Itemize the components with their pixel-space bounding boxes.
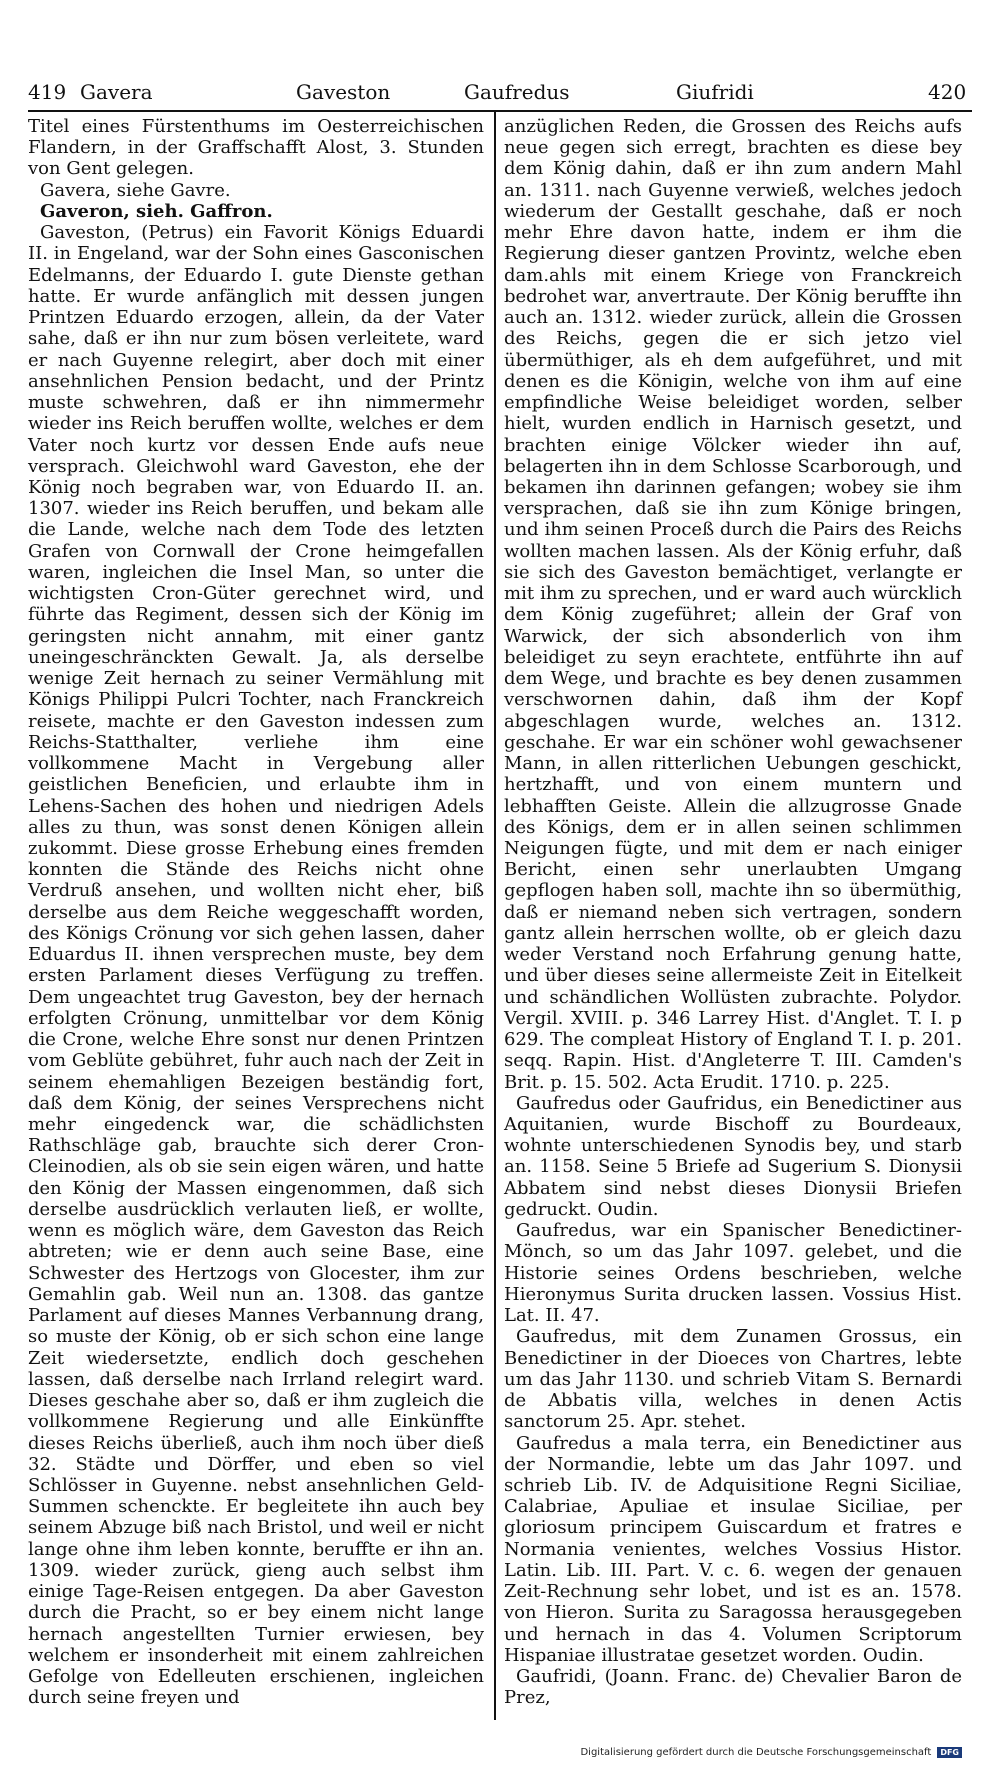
- entry-heading: [28, 201, 484, 222]
- entry-text: Gaufredus, war ein Spanischer Benedictiner-Mönch, so um das Jahr 1097. gelebet, und die Historie seines Ordens beschrieben, welche Hieronymus Surita drucken lassen. Vossius Hist. Lat. II. 47.: [504, 1220, 962, 1327]
- digitization-footer: [580, 1747, 962, 1758]
- entry-text: anzüglichen Reden, die Grossen des Reichs aufs neue gegen sich erregt, brachten es diese bey dem König dahin, daß er ihn zum andern Mahl an. 1311. nach Guyenne verwieß, welches jedoch wiederum der Gestallt geschahe, daß er noch mehr Ehre davon hatte, indem er ihm die Regierung dieser gantzen Provintz, welche eben dam.ahls mit einem Kriege von Franckreich bedrohet war, anvertraute. Der König beruffte ihn auch an. 1312. wieder zurück, allein die Grossen des Reichs, gegen die er sich jetzo viel übermüthiger, als eh dem aufgeführet, und mit denen es die Königin, welche von ihm auf eine empfindliche Weise beleidiget worden, selber hielt, wurden endlich in Harnisch gesetzt, und brachten einige Völcker wieder ihn auf, belagerten ihn in dem Schlosse Scarborough, und bekamen ihn darinnen gefangen; wobey sie ihm versprachen, daß sie ihn zum Könige bringen, und ihm seinen Proceß durch die Pairs des Reichs wollten machen lassen. Als der König erfuhr, daß sie sich des Gaveston bemächtiget, verlangte er mit ihm zu sprechen, und er ward auch würcklich dem König zugeführet; allein der Graf von Warwick, der sich absonderlich von ihm beleidiget zu seyn erachtete, entführte ihn auf dem Wege, und brachte es bey denen zusammen verschwornen dahin, daß ihm der Kopf abgeschlagen wurde, welches an. 1312. geschahe. Er war ein schöner wohl gewachsener Mann, in allen ritterlichen Uebungen geschickt, hertzhafft, und von einem muntern und lebhafften Geiste. Allein die allzugrosse Gnade des Königs, dem er in allen seinen schlimmen Neigungen fügte, und mit dem er nach einiger Bericht, einen sehr unerlaubten Umgang gepflogen haben soll, machte ihn so übermüthig, daß er niemand neben sich vertragen, sondern gantz allein herrschen wollte, ob er gleich dazu weder Verstand noch Erfahrung genung hatte, und über dieses seine allermeiste Zeit in Eitelkeit und schändlichen Wollüsten zubrachte. Polydor. Vergil. XVIII. p. 346 Larrey Hist. d'Anglet. T. I. p 629. The compleat History of England T. I. p. 201. seqq. Rapin. Hist. d'Angleterre T. III. Camden's Brit. p. 15. 502. Acta Erudit. 1710. p. 225.: [504, 116, 962, 1093]
- column-divider: [494, 110, 496, 1720]
- entry-text: Gaufredus oder Gaufridus, ein Benedictiner aus Aquitanien, wurde Bischoff zu Bourdeaux, wohnte unterschiedenen Synodis bey, und starb an. 1158. Seine 5 Briefe ad Sugerium S. Dionysii Abbatem sind nebst dieses Dionysii Briefen gedruckt. Oudin.: [504, 1092, 962, 1220]
- right-column: [504, 116, 962, 1709]
- entry-heading-text: Gaveron, sieh. Gaffron.: [40, 200, 273, 222]
- catchword-center-left: Gaveston: [296, 80, 391, 104]
- entry-text: Titel eines Fürstenthums im Oesterreichischen Flandern, in der Graffschafft Alost, 3. Stunden von Gent gelegen.: [28, 116, 484, 180]
- header-rule: [28, 110, 972, 112]
- entry-text: Gaufredus, mit dem Zunamen Grossus, ein Benedictiner in der Dioeces von Chartres, lebte um das Jahr 1130. und schrieb Vitam S. Bernardi de Abbatis villa, welches in denen Actis sanctorum 25. Apr. stehet.: [504, 1326, 962, 1433]
- page-number-right: 420: [928, 80, 967, 104]
- footer-text: Digitalisierung gefördert durch die Deutsche Forschungsgemeinschaft: [580, 1747, 932, 1758]
- entry-text: Gavera, siehe Gavre.: [40, 179, 231, 201]
- entry-text: Gaveston, (Petrus) ein Favorit Königs Eduardi II. in Engeland, war der Sohn eines Gasconischen Edelmanns, der Eduardo I. gute Dienste gethan hatte. Er wurde anfänglich mit dessen jungen Printzen Eduardo erzogen, allein, da der Vater sahe, daß er ihn nur zum bösen verleitete, ward er nach Guyenne relegirt, aber doch mit einer ansehnlichen Pension bedacht, und der Printz muste schwehren, daß er ihn nimmermehr wieder ins Reich beruffen wollte, welches er dem Vater noch kurtz vor dessen Ende aufs neue versprach. Gleichwohl ward Gaveston, ehe der König noch begraben war, von Eduardo II. an. 1307. wieder ins Reich beruffen, und bekam alle die Lande, welche nach dem Tode des letzten Grafen von Cornwall der Crone heimgefallen waren, ingleichen die Insel Man, so unter die wichtigsten Cron-Güter gerechnet wird, und führte das Regiment, dessen sich der König im geringsten nicht annahm, mit einer gantz uneingeschränckten Gewalt. Ja, als derselbe wenige Zeit hernach zu seiner Vermählung mit Königs Philippi Pulcri Tochter, nach Franckreich reisete, machte er den Gaveston indessen zum Reichs-Statthalter, verliehe ihm eine vollkommene Macht in Vergebung aller geistlichen Beneficien, und erlaubte ihm in Lehens-Sachen des hohen und niedrigen Adels alles zu thun, was sonst denen Königen allein zukommt. Diese grosse Erhebung eines fremden konnten die Stände des Reichs nicht ohne Verdruß ansehen, und wollten nicht eher, biß derselbe aus dem Reiche weggeschafft worden, des Königs Crönung vor sich gehen lassen, daher Eduardus II. ihnen versprechen muste, bey dem ersten Parlament dieses Verfügung zu treffen. Dem ungeachtet trug Gaveston, bey der hernach erfolgten Crönung, unmittelbar vor dem König die Crone, welche Ehre sonst nur denen Printzen vom Geblüte gebühret, fuhr auch nach der Zeit in seinem ehemahligen Bezeigen beständig fort, daß dem König, der seines Versprechens nicht mehr eingedenck war, die schädlichsten Rathschläge gab, brauchte sich derer Cron-Cleinodien, als ob sie sein eigen wären, und hatte den König der Massen eingenommen, daß sich derselbe ausdrücklich verlauten ließ, er wollte, wenn es möglich wäre, dem Gaveston das Reich abtreten; wie er denn auch seine Base, eine Schwester des Hertzogs von Glocester, ihm zur Gemahlin gab. Weil nun an. 1308. das gantze Parlament auf dieses Mannes Verbannung drang, so muste der König, ob er sich schon eine lange Zeit wiedersetzte, endlich doch geschehen lassen, daß derselbe nach Irrland relegirt ward. Dieses geschahe aber so, daß er ihm zugleich die vollkommene Regierung und alle Einkünffte dieses Reichs überließ, auch ihm noch über dieß 32. Städte und Dörffer, und eben so viel Schlösser in Guyenne. nebst ansehnlichen Geld-Summen schenckte. Er begleitete ihn auch bey seinem Abzuge biß nach Bristol, und weil er nicht lange ohne ihm leben konnte, beruffte er ihn an. 1309. wieder zurück, gieng auch selbst ihm einige Tage-Reisen entgegen. Da aber Gaveston durch die Pracht, so er bey einem nicht lange hernach angestellten Turnier erwiesen, bey welchem er insonderheit mit einem zahlreichen Gefolge von Edelleuten erschienen, ingleichen durch seine freyen und: [28, 222, 484, 1709]
- catchword-left: Gavera: [80, 80, 153, 104]
- entry-text: Gaufredus a mala terra, ein Benedictiner aus der Normandie, lebte um das Jahr 1097. und schrieb Lib. IV. de Adquisitione Regni Siciliae, Calabriae, Apuliae et insulae Siciliae, per gloriosum principem Guiscardum et fratres e Normania venientes, welches Vossius Histor. Latin. Lib. III. Part. V. c. 6. wegen der genauen Zeit-Rechnung sehr lobet, und ist es an. 1578. von Hieron. Surita zu Saragossa herausgegeben und hernach in das 4. Volumen Scriptorum Hispaniae illustratae gesetzet worden. Oudin.: [504, 1432, 962, 1666]
- dfg-logo: DFG: [937, 1747, 962, 1758]
- running-header: [28, 80, 972, 110]
- entry-text: Gaufridi, (Joann. Franc. de) Chevalier Baron de Prez,: [504, 1666, 962, 1709]
- catchword-center-right: Gaufredus: [464, 80, 570, 104]
- left-column: [28, 116, 484, 1709]
- catchword-right: Giufridi: [676, 80, 754, 104]
- page-number-left: 419: [28, 80, 67, 104]
